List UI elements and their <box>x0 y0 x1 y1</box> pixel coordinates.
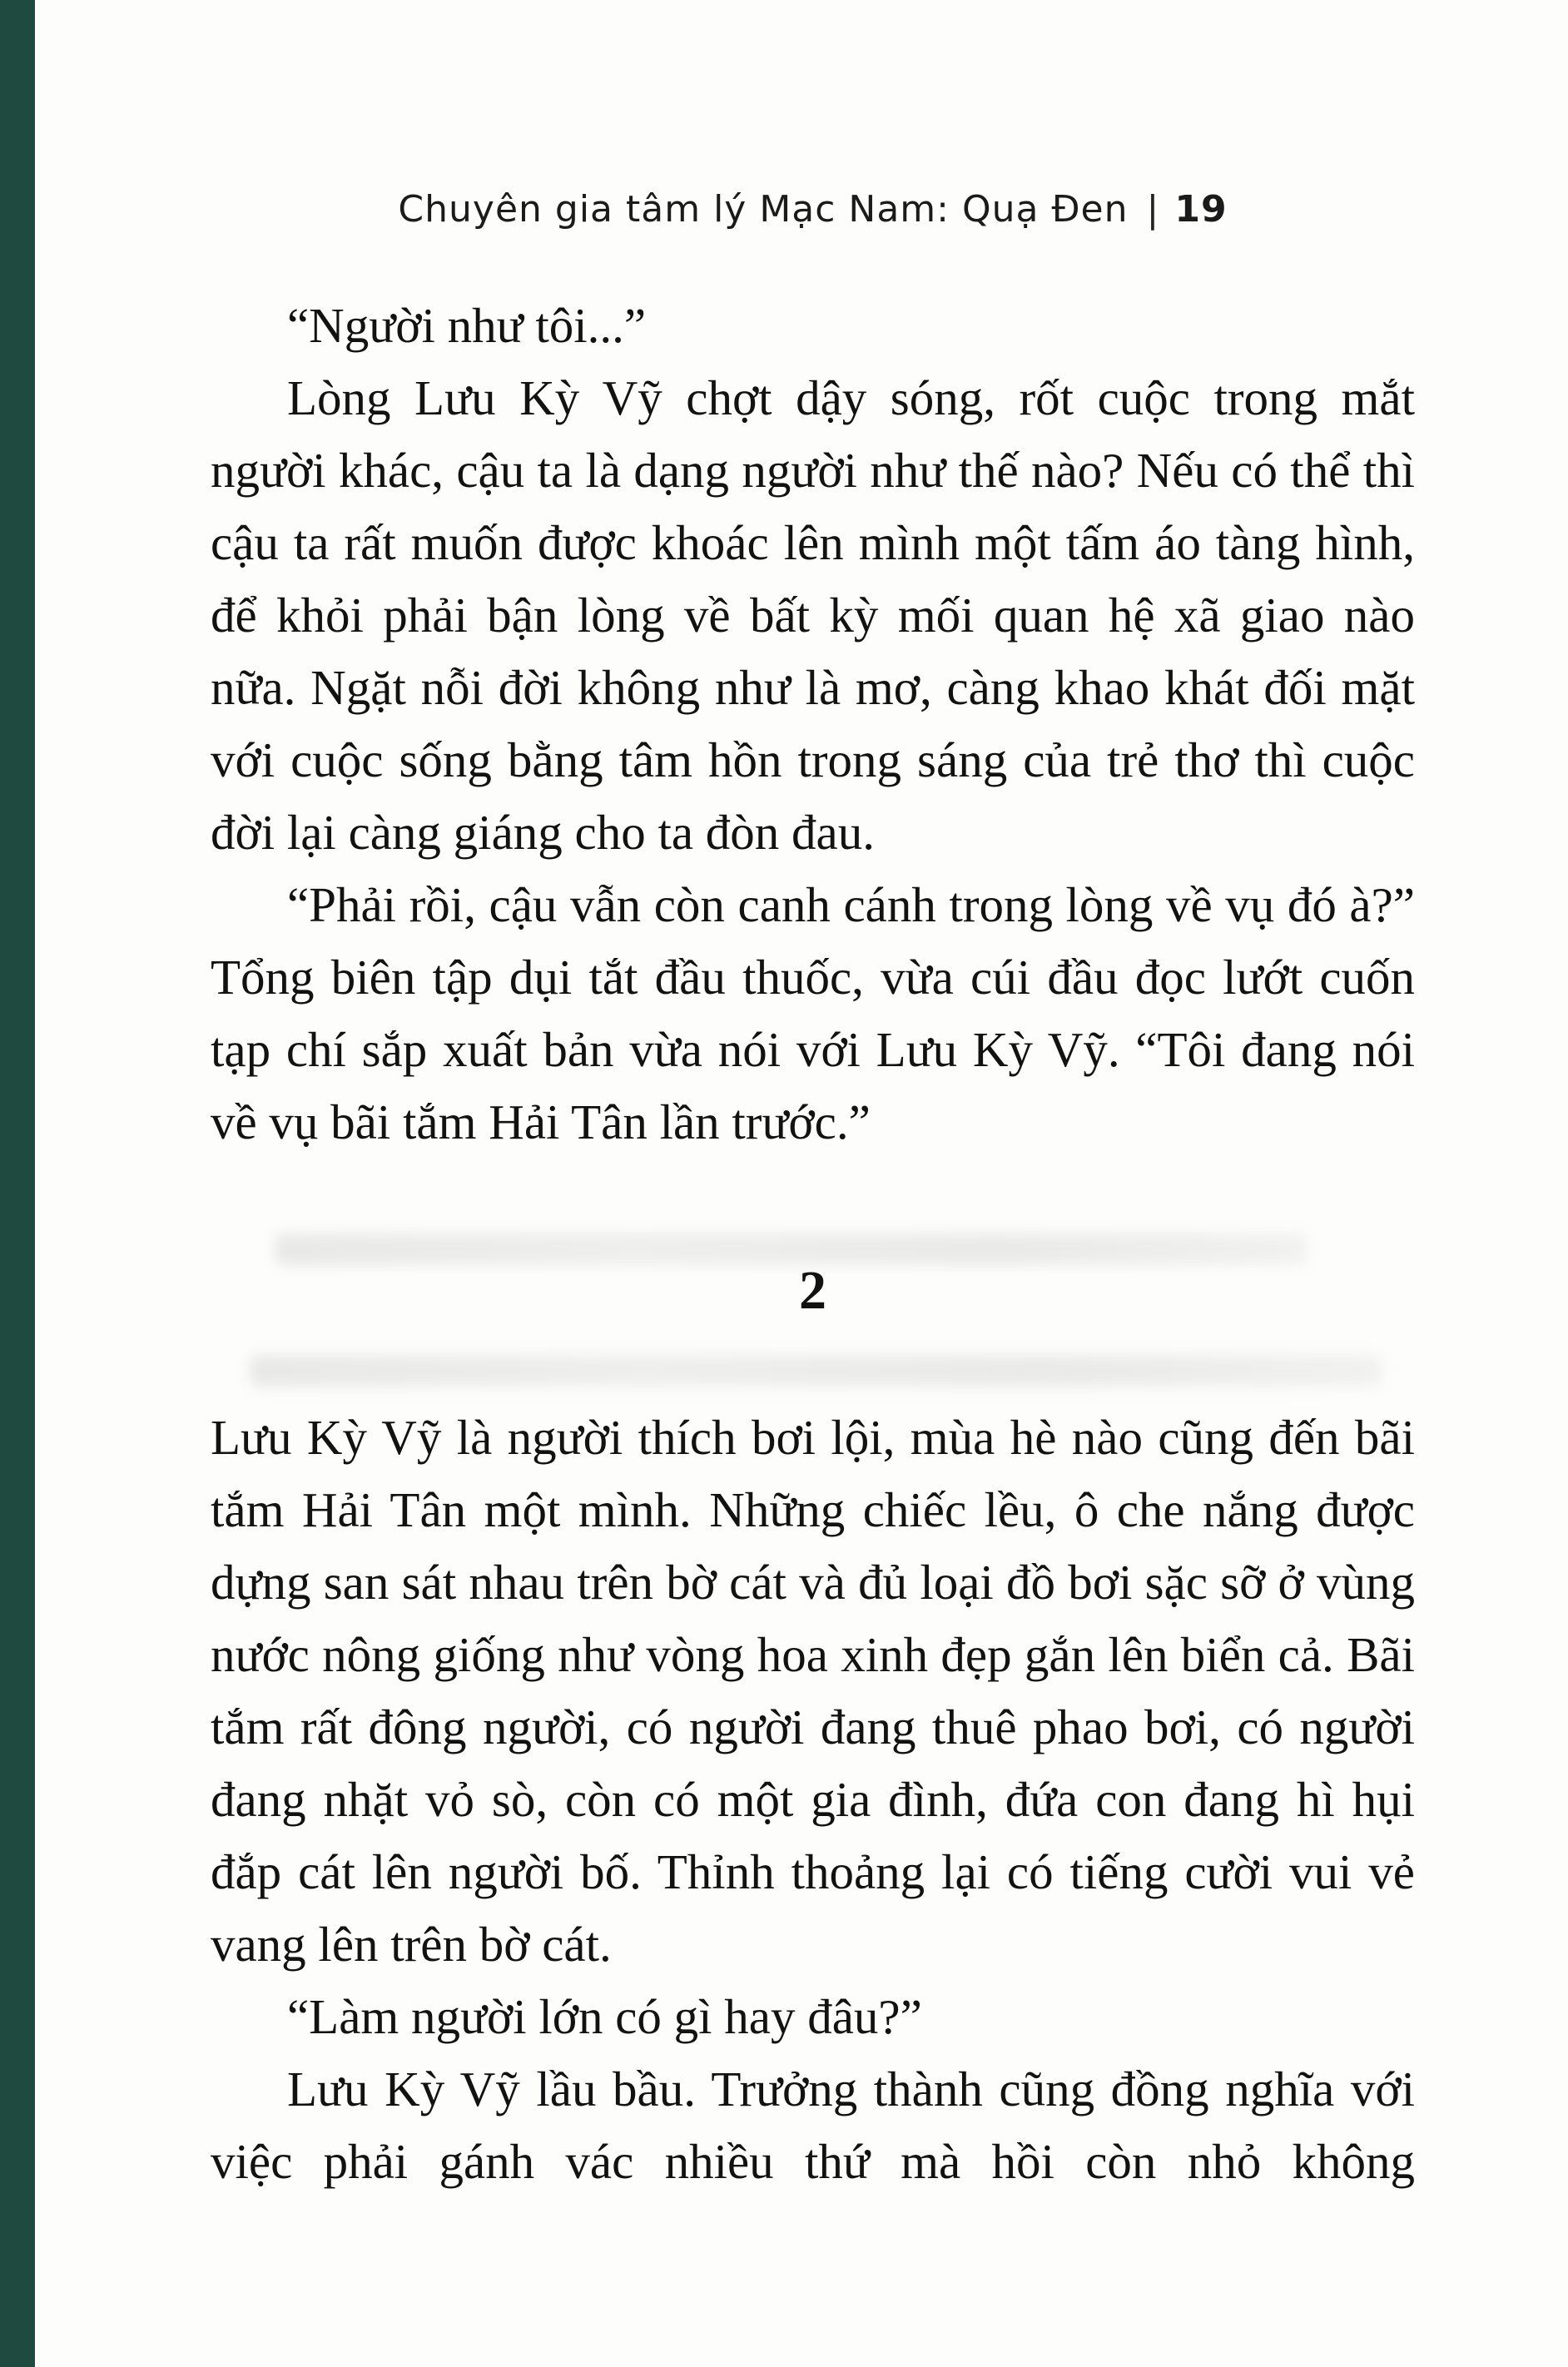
paragraph: Lưu Kỳ Vỹ là người thích bơi lội, mùa hè nào cũng đến bãi tắm Hải Tân một mình. Những chiếc lều, ô che nắng được dựng san sát nhau trên bờ cát và đủ loại đồ bơi sặc sỡ ở vùng nước nông giống như vòng hoa xinh đẹp gắn lên biển cả. Bãi tắm rất đông người, có người đang thuê phao bơi, có người đang nhặt vỏ sò, còn có một gia đình, đứa con đang hì hụi đắp cát lên người bố. Thỉnh thoảng lại có tiếng cười vui vẻ vang lên trên bờ cát. <box>211 1410 1415 1972</box>
paragraph: Lòng Lưu Kỳ Vỹ chợt dậy sóng, rốt cuộc trong mắt người khác, cậu ta là dạng người như thế nào? Nếu có thể thì cậu ta rất muốn được khoác lên mình một tấm áo tàng hình, để khỏi phải bận lòng về bất kỳ mối quan hệ xã giao nào nữa. Ngặt nỗi đời không như là mơ, càng khao khát đối mặt với cuộc sống bằng tâm hồn trong sáng của trẻ thơ thì cuộc đời lại càng giáng cho ta đòn đau. <box>211 370 1415 860</box>
page-number: 19 <box>1174 188 1228 231</box>
section-number: 2 <box>799 1260 826 1321</box>
paragraph: Lưu Kỳ Vỹ lầu bầu. Trưởng thành cũng đồng nghĩa với việc phải gánh vác nhiều thứ mà hồi còn nhỏ không <box>211 2062 1415 2189</box>
paragraph-dialogue: “Người như tôi...” <box>287 298 647 353</box>
paragraph: “Phải rồi, cậu vẫn còn canh cánh trong lòng về vụ đó à?” Tổng biên tập dụi tắt đầu thuốc, vừa cúi đầu đọc lướt cuốn tạp chí sắp xuất bản vừa nói với Lưu Kỳ Vỹ. “Tôi đang nói về vụ bãi tắm Hải Tân lần trước.” <box>211 877 1415 1149</box>
paragraph-dialogue: “Làm người lớn có gì hay đâu?” <box>287 1989 922 2044</box>
running-header <box>211 185 1415 235</box>
page-content <box>211 290 1415 2198</box>
left-edge-strip <box>0 0 35 2367</box>
running-header-separator: | <box>1146 188 1160 231</box>
running-header-title: Chuyên gia tâm lý Mạc Nam: Quạ Đen <box>398 188 1129 231</box>
